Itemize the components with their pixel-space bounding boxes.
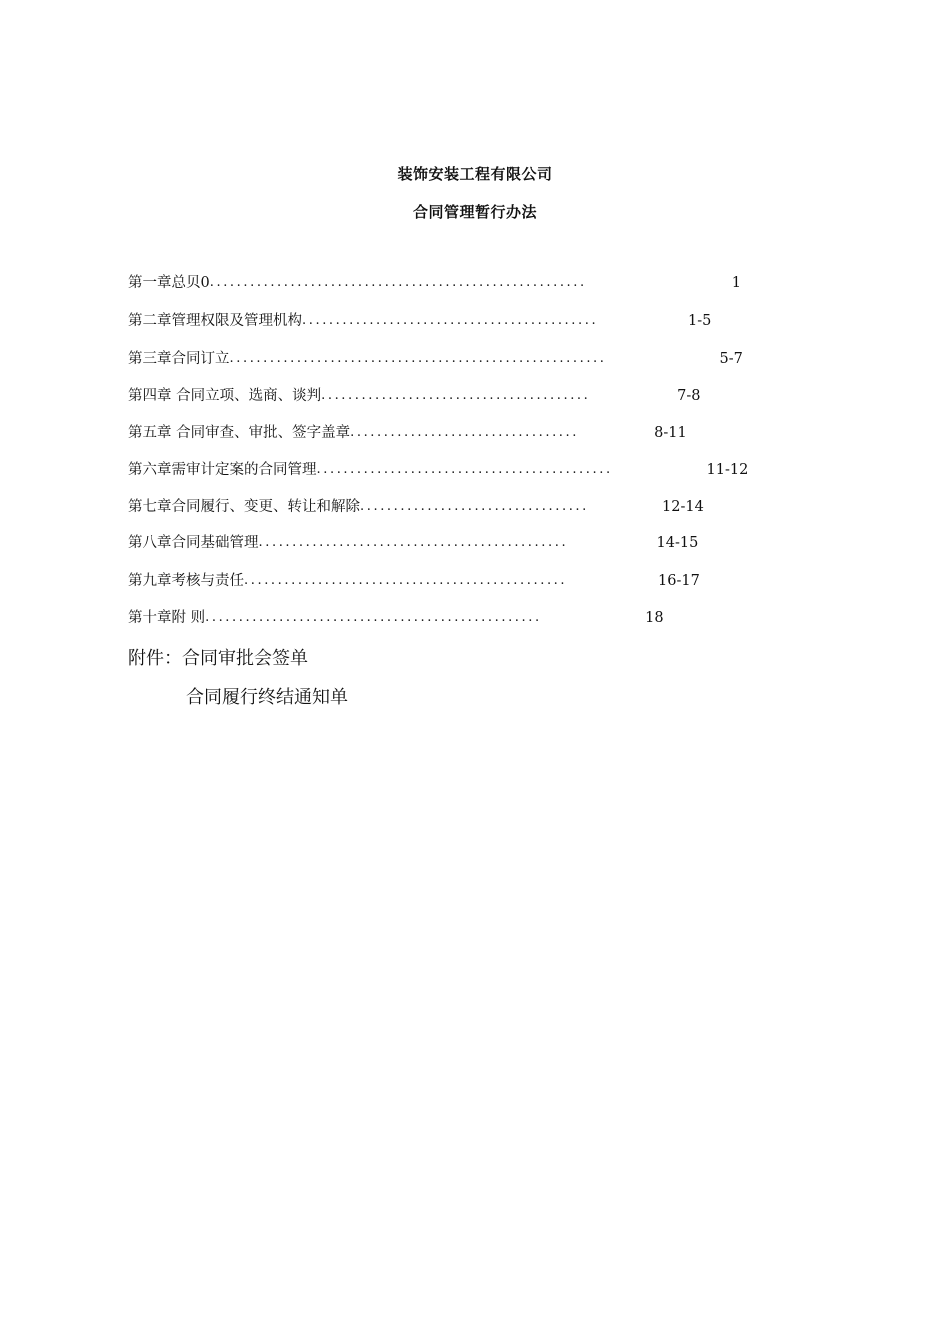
toc-entry-label: 第二章管理权限及管理机构 xyxy=(128,313,302,329)
toc-entry-label: 第一章总贝0 xyxy=(128,275,210,291)
toc-entry-label: 第三章合同订立 xyxy=(128,351,230,367)
toc-entry-page: 14-15 xyxy=(656,535,699,551)
toc-entry-page: 16-17 xyxy=(658,573,700,589)
toc-entry xyxy=(128,607,664,629)
toc-leader-dots: ................................................ xyxy=(244,573,568,588)
toc-entry-label: 第六章需审计定案的合同管理 xyxy=(128,462,317,478)
attachment-line-1: 附件：合同审批会签单 xyxy=(128,648,308,669)
toc-entry xyxy=(128,532,698,554)
toc-entry-label: 第九章考核与责任 xyxy=(128,573,244,589)
toc-leader-dots: .................................................. xyxy=(205,610,542,625)
toc-leader-dots: .................................. xyxy=(350,425,580,440)
toc-entry-page: 12-14 xyxy=(662,499,704,515)
toc-entry-page: 18 xyxy=(645,610,664,626)
toc-entry-page: 8-11 xyxy=(654,425,687,441)
toc-entry-page: 1 xyxy=(731,275,741,291)
toc-entry xyxy=(128,496,704,518)
toc-entry-label: 第四章 合同立项、选商、谈判 xyxy=(128,388,322,404)
toc-entry-label: 第十章附 则 xyxy=(128,610,206,626)
toc-leader-dots: ........................................ xyxy=(321,388,591,403)
toc-leader-dots: .............................................. xyxy=(258,535,569,550)
toc-entry-page: 1-5 xyxy=(688,313,712,329)
toc-entry xyxy=(128,272,741,294)
toc-entry-page: 5-7 xyxy=(719,351,743,367)
toc-entry xyxy=(128,459,748,481)
document-title: 合同管理暂行办法 xyxy=(412,203,537,221)
toc-entry-label: 第五章 合同审查、审批、签字盖章 xyxy=(128,425,351,441)
toc-leader-dots: .................................. xyxy=(360,499,589,514)
toc-entry xyxy=(128,570,700,592)
company-title: 装饰安装工程有限公司 xyxy=(397,165,553,183)
toc-entry xyxy=(128,385,700,407)
toc-leader-dots: ............................................ xyxy=(316,462,613,477)
toc-entry xyxy=(128,422,687,444)
toc-entry xyxy=(128,348,743,370)
toc-entry xyxy=(128,310,711,332)
toc-entry-label: 第七章合同履行、变更、转让和解除 xyxy=(128,499,360,515)
toc-leader-dots: ............................................ xyxy=(302,313,599,328)
toc-leader-dots: ........................................................ xyxy=(209,275,587,290)
attachment-line-2: 合同履行终结通知单 xyxy=(186,687,348,708)
toc-leader-dots: ........................................................ xyxy=(229,351,607,366)
toc-entry-page: 7-8 xyxy=(677,388,701,404)
toc-entry-page: 11-12 xyxy=(706,462,749,478)
toc-entry-label: 第八章合同基础管理 xyxy=(128,535,259,551)
